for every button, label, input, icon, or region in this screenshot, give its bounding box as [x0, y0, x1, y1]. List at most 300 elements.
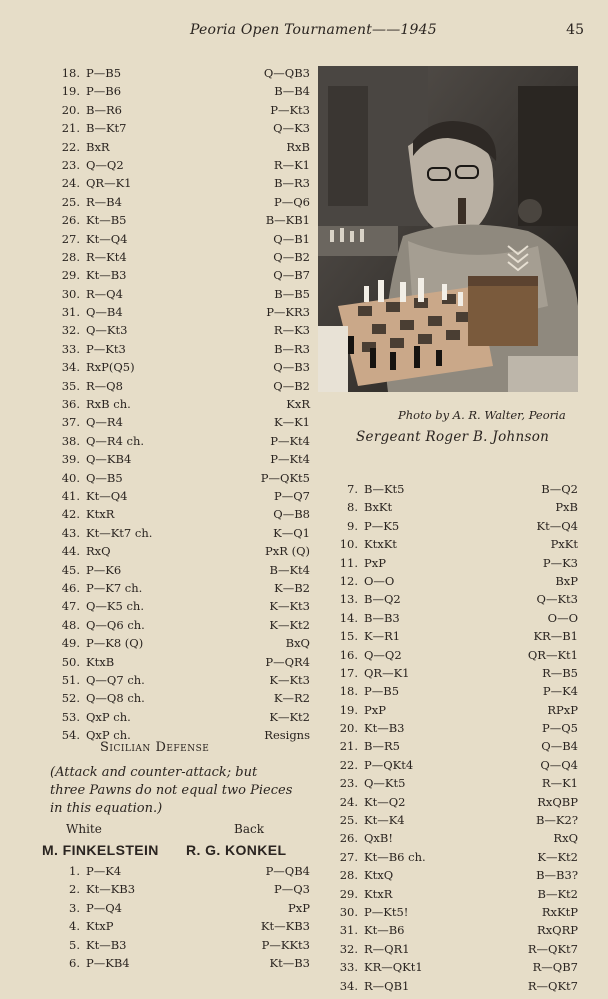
player-photo: [318, 66, 578, 392]
black-move: R—K1: [273, 157, 310, 172]
white-move: QR—K1: [364, 665, 410, 680]
black-move: Q—B4: [541, 739, 578, 754]
move-row: [318, 958, 588, 976]
move-list-right: [318, 480, 588, 995]
move-row: [40, 542, 310, 560]
move-row: [40, 561, 310, 579]
move-number: 22.: [339, 757, 358, 772]
move-number: 31.: [61, 305, 80, 320]
opening-note-line: in this equation.): [50, 801, 163, 816]
black-move: B—R3: [274, 341, 310, 356]
black-move: RxKtP: [541, 904, 578, 919]
black-move: P—Kt3: [270, 102, 310, 117]
page-number: 45: [566, 22, 584, 38]
white-move: KtxKt: [364, 537, 397, 552]
move-row: [318, 535, 588, 553]
black-move: P—Q7: [274, 488, 310, 503]
black-move: P—Q5: [542, 721, 578, 736]
white-move: Q—Q6 ch.: [86, 617, 145, 632]
move-number: 40.: [61, 470, 80, 485]
opening-note-line: (Attack and counter-attack; but: [50, 765, 258, 780]
move-row: [318, 829, 588, 847]
move-row: [318, 664, 588, 682]
move-row: [40, 505, 310, 523]
move-number: 26.: [339, 831, 358, 846]
black-move: R—K3: [273, 323, 310, 338]
white-move: B—Q2: [364, 592, 401, 607]
move-number: 34.: [339, 978, 358, 993]
white-move: B—R5: [364, 739, 400, 754]
white-move: Q—Q7 ch.: [86, 672, 145, 687]
move-list-left: [40, 64, 310, 744]
move-number: 10.: [339, 537, 358, 552]
move-row: [318, 590, 588, 608]
move-row: [318, 498, 588, 516]
move-number: 50.: [61, 654, 80, 669]
running-title: Peoria Open Tournament——1945: [190, 22, 437, 38]
page-header: [0, 20, 608, 44]
black-move: P—K3: [542, 555, 578, 570]
move-row: [40, 862, 310, 880]
white-move: Q—Kt3: [86, 323, 128, 338]
move-row: [40, 340, 310, 358]
black-move: P—QKt5: [260, 470, 310, 485]
white-move: Kt—B5: [86, 213, 127, 228]
move-row: [318, 977, 588, 995]
black-move: Kt—KB3: [260, 919, 310, 934]
white-move: Kt—B3: [364, 721, 405, 736]
black-move: K—Kt3: [269, 672, 310, 687]
white-move: Kt—B3: [86, 268, 127, 283]
move-row: [318, 572, 588, 590]
move-number: 43.: [61, 525, 80, 540]
move-number: 27.: [339, 849, 358, 864]
black-move: RxQRP: [537, 923, 578, 938]
black-move: PxR (Q): [265, 544, 310, 559]
white-move: PxP: [364, 702, 386, 717]
black-move: P—QR4: [265, 654, 310, 669]
move-number: 31.: [339, 923, 358, 938]
white-move: Q—KB4: [86, 452, 132, 467]
move-row: [318, 793, 588, 811]
move-row: [40, 917, 310, 935]
move-number: 3.: [69, 900, 80, 915]
white-move: Kt—K4: [364, 813, 405, 828]
white-move: Kt—Q4: [86, 231, 128, 246]
black-move: KxR: [286, 397, 310, 412]
white-move: Q—R4: [86, 415, 123, 430]
move-row: [40, 211, 310, 229]
move-row: [318, 682, 588, 700]
move-row: [318, 627, 588, 645]
white-move: KtxP: [86, 919, 114, 934]
black-move: Q—B2: [273, 378, 310, 393]
move-row: [40, 689, 310, 707]
black-move: K—Kt2: [269, 709, 310, 724]
black-move: P—Q6: [274, 194, 310, 209]
move-row: [40, 954, 310, 972]
black-move: K—R2: [273, 691, 310, 706]
move-number: 18.: [61, 66, 80, 80]
opening-note: [50, 764, 310, 818]
move-row: [40, 174, 310, 192]
move-row: [40, 413, 310, 431]
move-row: [318, 921, 588, 939]
white-move: RxQ: [86, 544, 111, 559]
white-move: R—QB1: [364, 978, 410, 993]
move-row: [318, 866, 588, 884]
black-move: Q—K3: [273, 121, 310, 136]
move-number: 19.: [339, 702, 358, 717]
move-number: 23.: [61, 157, 80, 172]
move-row: [40, 708, 310, 726]
black-move: PxP: [288, 900, 310, 915]
photo-illustration: [318, 66, 578, 392]
move-row: [40, 138, 310, 156]
white-move: Q—Kt5: [364, 776, 406, 791]
move-number: 30.: [61, 286, 80, 301]
move-number: 44.: [61, 544, 80, 559]
black-move: P—Kt4: [270, 452, 310, 467]
white-move: K—R1: [364, 629, 401, 644]
move-number: 18.: [339, 684, 358, 699]
move-row: [40, 156, 310, 174]
black-move: R—QKt7: [527, 941, 578, 956]
move-number: 20.: [339, 721, 358, 736]
move-number: 39.: [61, 452, 80, 467]
white-move: R—B4: [86, 194, 122, 209]
white-move: B—Kt7: [86, 121, 127, 136]
black-player-name: R. G. KONKEL: [186, 842, 287, 858]
move-row: [318, 517, 588, 535]
move-number: 35.: [61, 378, 80, 393]
white-move: QxP ch.: [86, 709, 131, 724]
move-number: 28.: [61, 249, 80, 264]
black-move: P—K4: [542, 684, 578, 699]
white-move: P—Q4: [86, 900, 122, 915]
black-move: B—B3?: [536, 868, 578, 883]
white-move: Q—B5: [86, 470, 123, 485]
black-move: RxQBP: [537, 794, 578, 809]
white-move: Kt—B6 ch.: [364, 849, 426, 864]
black-move: K—Q1: [273, 525, 310, 540]
move-row: [318, 609, 588, 627]
white-move: P—Kt3: [86, 341, 126, 356]
move-row: [40, 597, 310, 615]
white-move: P—Kt5!: [364, 904, 409, 919]
black-move: KR—B1: [533, 629, 578, 644]
white-move: Q—Q8 ch.: [86, 691, 145, 706]
move-number: 23.: [339, 776, 358, 791]
white-move: KtxB: [86, 654, 115, 669]
black-move: B—B4: [274, 84, 310, 99]
black-move: RxQ: [553, 831, 578, 846]
white-move: P—K6: [86, 562, 122, 577]
move-number: 49.: [61, 636, 80, 651]
black-move: QR—Kt1: [527, 647, 578, 662]
white-move: RxB ch.: [86, 397, 131, 412]
black-move: R—B5: [542, 665, 578, 680]
white-move: BxR: [86, 139, 110, 154]
white-label: White: [66, 822, 102, 836]
black-move: Q—Q4: [540, 757, 578, 772]
white-move: B—Kt5: [364, 482, 405, 496]
photo-caption: Sergeant Roger B. Johnson: [356, 429, 550, 445]
move-number: 9.: [347, 518, 358, 533]
move-number: 47.: [61, 599, 80, 614]
move-row: [318, 848, 588, 866]
move-row: [40, 469, 310, 487]
move-row: [318, 774, 588, 792]
black-move: B—B5: [274, 286, 310, 301]
white-move: Q—R4 ch.: [86, 433, 145, 448]
white-move: KR—QKt1: [364, 960, 423, 975]
white-move: KtxR: [86, 507, 115, 522]
move-row: [40, 266, 310, 284]
black-move: Q—QB3: [263, 66, 310, 80]
black-move: RPxP: [547, 702, 578, 717]
white-move: R—QR1: [364, 941, 410, 956]
move-row: [40, 248, 310, 266]
white-move: R—Q8: [86, 378, 123, 393]
white-move: B—R6: [86, 102, 122, 117]
black-move: B—K2?: [535, 813, 578, 828]
white-move: P—K5: [364, 518, 400, 533]
black-move: Q—B2: [273, 249, 310, 264]
opening-note-line: three Pawns do not equal two Pieces: [50, 783, 293, 798]
move-row: [40, 450, 310, 468]
black-move: O—O: [547, 610, 578, 625]
move-row: [40, 634, 310, 652]
black-move: B—Kt4: [269, 562, 310, 577]
move-number: 21.: [339, 739, 358, 754]
black-move: Q—B7: [273, 268, 310, 283]
black-move: Kt—Q4: [536, 518, 578, 533]
move-number: 28.: [339, 868, 358, 883]
move-list-new-game: [40, 862, 310, 972]
move-number: 13.: [339, 592, 358, 607]
move-row: [40, 616, 310, 634]
move-number: 5.: [69, 937, 80, 952]
move-number: 12.: [339, 573, 358, 588]
move-number: 33.: [339, 960, 358, 975]
move-number: 53.: [61, 709, 80, 724]
move-row: [40, 321, 310, 339]
move-row: [40, 432, 310, 450]
black-move: K—Kt2: [269, 617, 310, 632]
white-move: BxKt: [364, 500, 393, 515]
move-row: [40, 671, 310, 689]
black-move: B—Kt2: [537, 886, 578, 901]
move-number: 41.: [61, 488, 80, 503]
white-move: QR—K1: [86, 176, 132, 191]
move-number: 4.: [69, 919, 80, 934]
black-move: Kt—B3: [269, 955, 310, 970]
move-number: 14.: [339, 610, 358, 625]
black-move: Q—B8: [273, 507, 310, 522]
black-move: P—KR3: [266, 305, 310, 320]
black-move: B—Q2: [541, 482, 578, 496]
white-move: B—B3: [364, 610, 400, 625]
move-number: 27.: [61, 231, 80, 246]
opening-title: Sicilian Defense: [100, 740, 210, 755]
move-number: 37.: [61, 415, 80, 430]
move-row: [40, 101, 310, 119]
move-row: [318, 940, 588, 958]
white-move: Q—B4: [86, 305, 123, 320]
white-move: R—Kt4: [86, 249, 127, 264]
move-row: [40, 230, 310, 248]
white-move: P—K4: [86, 864, 122, 878]
move-number: 25.: [61, 194, 80, 209]
white-move: P—B5: [86, 66, 122, 80]
move-number: 24.: [339, 794, 358, 809]
move-row: [318, 646, 588, 664]
black-move: K—B2: [274, 580, 310, 595]
move-number: 15.: [339, 629, 358, 644]
white-move: Q—Q2: [364, 647, 402, 662]
move-number: 38.: [61, 433, 80, 448]
white-move: Kt—Q2: [364, 794, 406, 809]
white-move: O—O: [364, 573, 395, 588]
move-row: [40, 358, 310, 376]
move-row: [40, 395, 310, 413]
move-number: 29.: [61, 268, 80, 283]
photo-credit: Photo by A. R. Walter, Peoria: [398, 408, 566, 422]
white-move: RxP(Q5): [86, 360, 135, 375]
move-row: [40, 579, 310, 597]
move-number: 48.: [61, 617, 80, 632]
black-move: Q—B1: [273, 231, 310, 246]
white-move: PxP: [364, 555, 386, 570]
move-number: 42.: [61, 507, 80, 522]
move-number: 30.: [339, 904, 358, 919]
move-row: [318, 719, 588, 737]
move-number: 16.: [339, 647, 358, 662]
move-number: 7.: [347, 482, 358, 496]
black-label: Back: [234, 822, 264, 836]
black-move: B—KB1: [265, 213, 310, 228]
move-number: 1.: [69, 864, 80, 878]
move-number: 34.: [61, 360, 80, 375]
move-number: 52.: [61, 691, 80, 706]
white-move: Kt—B6: [364, 923, 405, 938]
black-move: R—QB7: [532, 960, 578, 975]
white-move: P—B6: [86, 84, 122, 99]
move-row: [318, 903, 588, 921]
move-number: 24.: [61, 176, 80, 191]
move-number: 8.: [347, 500, 358, 515]
move-number: 29.: [339, 886, 358, 901]
move-row: [318, 885, 588, 903]
move-number: 20.: [61, 102, 80, 117]
black-move: P—Kt4: [270, 433, 310, 448]
move-number: 19.: [61, 84, 80, 99]
move-number: 54.: [61, 728, 80, 743]
black-move: PxB: [555, 500, 578, 515]
move-row: [40, 377, 310, 395]
move-number: 25.: [339, 813, 358, 828]
move-number: 32.: [61, 323, 80, 338]
black-move: Resigns: [264, 728, 310, 743]
black-move: RxB: [286, 139, 310, 154]
move-row: [318, 756, 588, 774]
black-move: P—Q3: [274, 882, 310, 897]
move-row: [40, 285, 310, 303]
black-move: K—Kt2: [537, 849, 578, 864]
white-move: R—Q4: [86, 286, 123, 301]
move-row: [40, 193, 310, 211]
white-move: Kt—Q4: [86, 488, 128, 503]
move-row: [40, 119, 310, 137]
white-player-name: M. FINKELSTEIN: [42, 842, 159, 858]
move-number: 11.: [339, 555, 358, 570]
black-move: Q—Kt3: [536, 592, 578, 607]
move-number: 2.: [69, 882, 80, 897]
move-row: [40, 936, 310, 954]
move-number: 17.: [339, 665, 358, 680]
white-move: QxP ch.: [86, 728, 131, 743]
move-row: [318, 737, 588, 755]
move-number: 46.: [61, 580, 80, 595]
black-move: P—KKt3: [261, 937, 310, 952]
move-number: 33.: [61, 341, 80, 356]
move-row: [40, 524, 310, 542]
move-number: 32.: [339, 941, 358, 956]
black-move: BxP: [555, 573, 578, 588]
move-number: 51.: [61, 672, 80, 687]
move-row: [318, 811, 588, 829]
white-move: KtxR: [364, 886, 393, 901]
move-number: 22.: [61, 139, 80, 154]
move-row: [318, 701, 588, 719]
white-move: QxB!: [364, 831, 393, 846]
black-move: R—K1: [541, 776, 578, 791]
white-move: P—K7 ch.: [86, 580, 143, 595]
move-number: 21.: [61, 121, 80, 136]
move-number: 26.: [61, 213, 80, 228]
move-row: [40, 64, 310, 82]
black-move: PxKt: [550, 537, 578, 552]
move-row: [318, 480, 588, 498]
move-row: [40, 82, 310, 100]
black-move: R—QKt7: [527, 978, 578, 993]
white-move: KtxQ: [364, 868, 394, 883]
black-move: B—R3: [274, 176, 310, 191]
black-move: K—K1: [274, 415, 310, 430]
move-row: [40, 653, 310, 671]
move-row: [40, 487, 310, 505]
move-row: [40, 880, 310, 898]
move-row: [40, 303, 310, 321]
move-row: [40, 899, 310, 917]
white-move: P—K8 (Q): [86, 636, 144, 651]
white-move: Q—Q2: [86, 157, 124, 172]
move-number: 36.: [61, 397, 80, 412]
move-number: 6.: [69, 955, 80, 970]
black-move: Q—B3: [273, 360, 310, 375]
white-move: Q—K5 ch.: [86, 599, 144, 614]
white-move: Kt—Kt7 ch.: [86, 525, 153, 540]
white-move: P—B5: [364, 684, 400, 699]
black-move: P—QB4: [265, 864, 310, 878]
white-move: P—KB4: [86, 955, 130, 970]
black-move: BxQ: [285, 636, 310, 651]
move-row: [318, 554, 588, 572]
white-move: Kt—KB3: [86, 882, 136, 897]
move-number: 45.: [61, 562, 80, 577]
white-move: Kt—B3: [86, 937, 127, 952]
